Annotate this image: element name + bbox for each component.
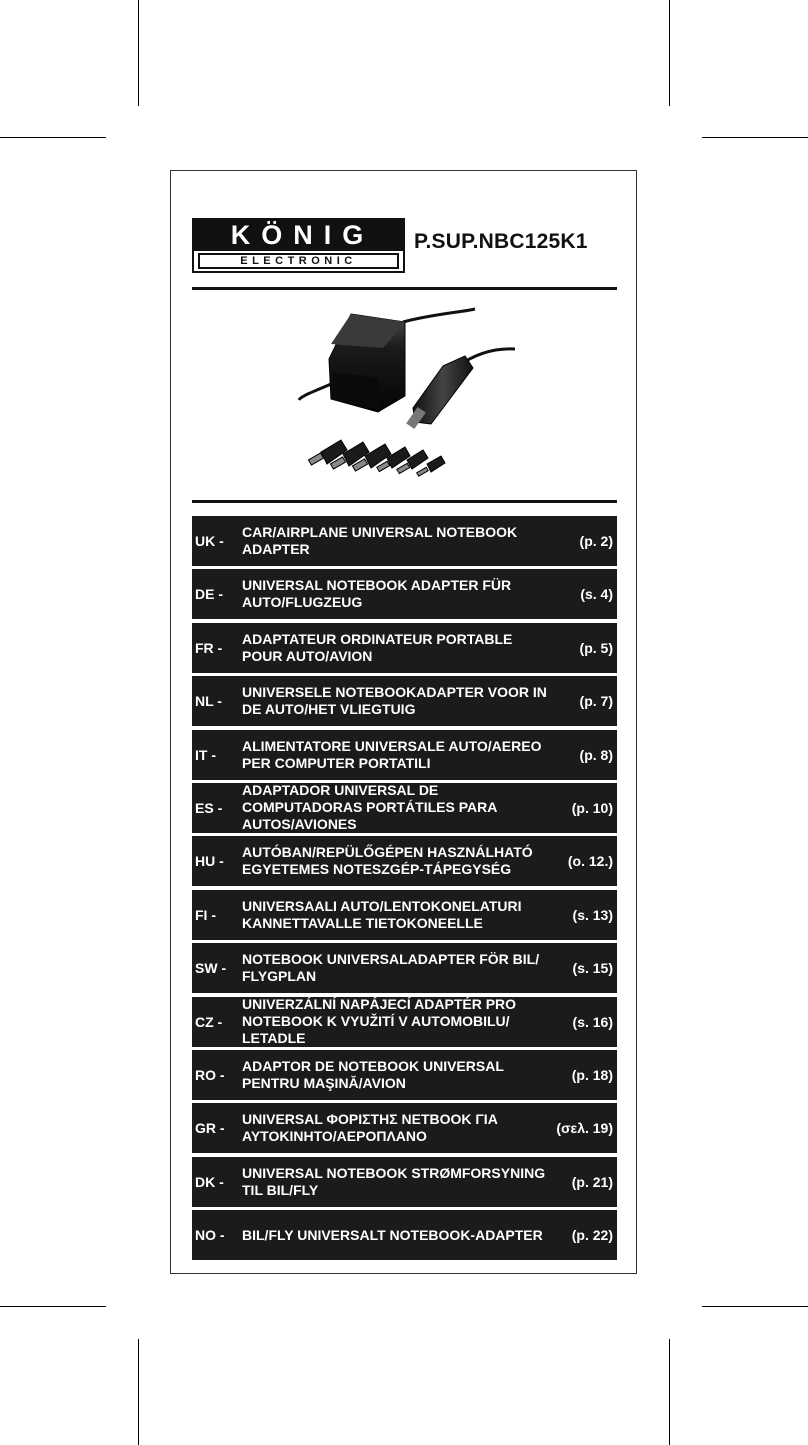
crop-mark <box>669 0 670 106</box>
toc-row <box>192 783 617 833</box>
language-code: DK - <box>195 1173 224 1190</box>
section-title: ADAPTOR DE NOTEBOOK UNIVERSAL PENTRU MAŞINĂ/AVION <box>242 1057 504 1091</box>
language-code: ES - <box>195 799 223 816</box>
page-reference: (s. 13) <box>572 906 613 923</box>
section-title: UNIVERSAL ΦΟΡΙΣΤΗΣ NETBOOK ΓΙΑ ΑΥΤΟΚΙΝΗΤΟ/ΑΕΡΟΠΛΑΝΟ <box>242 1111 498 1145</box>
logo-subtitle-text: ELECTRONIC <box>198 253 399 269</box>
toc-row <box>192 1210 617 1260</box>
toc-row <box>192 1103 617 1153</box>
section-title: ADAPTATEUR ORDINATEUR PORTABLE POUR AUTO/AVION <box>242 630 513 664</box>
bottom-divider <box>192 500 617 503</box>
toc-row <box>192 730 617 780</box>
logo-brand-text: KÖNIG <box>194 220 403 251</box>
section-title: BIL/FLY UNIVERSALT NOTEBOOK-ADAPTER <box>242 1226 543 1243</box>
page-reference: (s. 15) <box>572 960 613 977</box>
toc-row <box>192 890 617 940</box>
toc-row <box>192 836 617 886</box>
section-title: UNIVERSAALI AUTO/LENTOKONELATURI KANNETTAVALLE TIETOKONEELLE <box>242 897 522 931</box>
language-code: RO - <box>195 1066 225 1083</box>
language-code: GR - <box>195 1120 225 1137</box>
section-title: ALIMENTATORE UNIVERSALE AUTO/AEREO PER COMPUTER PORTATILI <box>242 737 542 771</box>
language-code: SW - <box>195 960 227 977</box>
section-title: UNIVERZÁLNÍ NAPÁJECÍ ADAPTÉR PRO NOTEBOOK K VYUŽITÍ V AUTOMOBILU/ LETADLE <box>242 996 517 1047</box>
page-reference: (p. 7) <box>579 693 613 710</box>
crop-mark <box>702 1306 808 1307</box>
page-reference: (p. 5) <box>579 639 613 656</box>
page-reference: (p. 10) <box>571 799 613 816</box>
product-image <box>293 304 518 496</box>
konig-logo <box>192 218 405 273</box>
toc-row <box>192 1157 617 1207</box>
page-reference: (p. 8) <box>579 746 613 763</box>
language-code: FI - <box>195 906 216 923</box>
toc-row <box>192 943 617 993</box>
section-title: NOTEBOOK UNIVERSALADAPTER FÖR BIL/ FLYGPLAN <box>242 951 540 985</box>
toc-row <box>192 569 617 619</box>
section-title: UNIVERSELE NOTEBOOKADAPTER VOOR IN DE AUTO/HET VLIEGTUIG <box>242 684 547 718</box>
page-reference: (σελ. 19) <box>556 1120 613 1137</box>
toc-row <box>192 1050 617 1100</box>
section-title: ADAPTADOR UNIVERSAL DE COMPUTADORAS PORTÁTILES PARA AUTOS/AVIONES <box>242 782 497 833</box>
toc-row <box>192 676 617 726</box>
section-title: AUTÓBAN/REPÜLŐGÉPEN HASZNÁLHATÓ EGYETEMES NOTESZGÉP-TÁPEGYSÉG <box>242 844 533 878</box>
language-code: NL - <box>195 693 222 710</box>
crop-mark <box>138 1339 139 1445</box>
toc-row <box>192 516 617 566</box>
language-index <box>192 516 617 1263</box>
page-reference: (p. 22) <box>571 1227 613 1244</box>
language-code: IT - <box>195 746 216 763</box>
model-number: P.SUP.NBC125K1 <box>414 230 588 253</box>
crop-mark <box>702 137 808 138</box>
crop-mark <box>0 1306 106 1307</box>
language-code: HU - <box>195 853 224 870</box>
section-title: CAR/AIRPLANE UNIVERSAL NOTEBOOK ADAPTER <box>242 524 518 557</box>
page-reference: (p. 18) <box>571 1066 613 1083</box>
toc-row <box>192 997 617 1047</box>
language-code: DE - <box>195 586 223 603</box>
page-reference: (p. 21) <box>571 1173 613 1190</box>
section-title: UNIVERSAL NOTEBOOK ADAPTER FÜR AUTO/FLUGZEUG <box>242 577 512 611</box>
crop-mark <box>669 1339 670 1445</box>
page-reference: (o. 12.) <box>567 853 613 870</box>
manual-cover <box>170 170 637 1274</box>
crop-mark <box>138 0 139 106</box>
language-code: UK - <box>195 533 224 549</box>
section-title: UNIVERSAL NOTEBOOK STRØMFORSYNING TIL BIL/FLY <box>242 1164 546 1198</box>
page-reference: (p. 2) <box>579 533 613 549</box>
language-code: CZ - <box>195 1013 223 1030</box>
top-divider <box>192 287 617 290</box>
language-code: NO - <box>195 1227 225 1244</box>
language-code: FR - <box>195 639 223 656</box>
page-reference: (s. 4) <box>580 586 613 603</box>
toc-row <box>192 623 617 673</box>
crop-mark <box>0 137 106 138</box>
page-reference: (s. 16) <box>572 1013 613 1030</box>
